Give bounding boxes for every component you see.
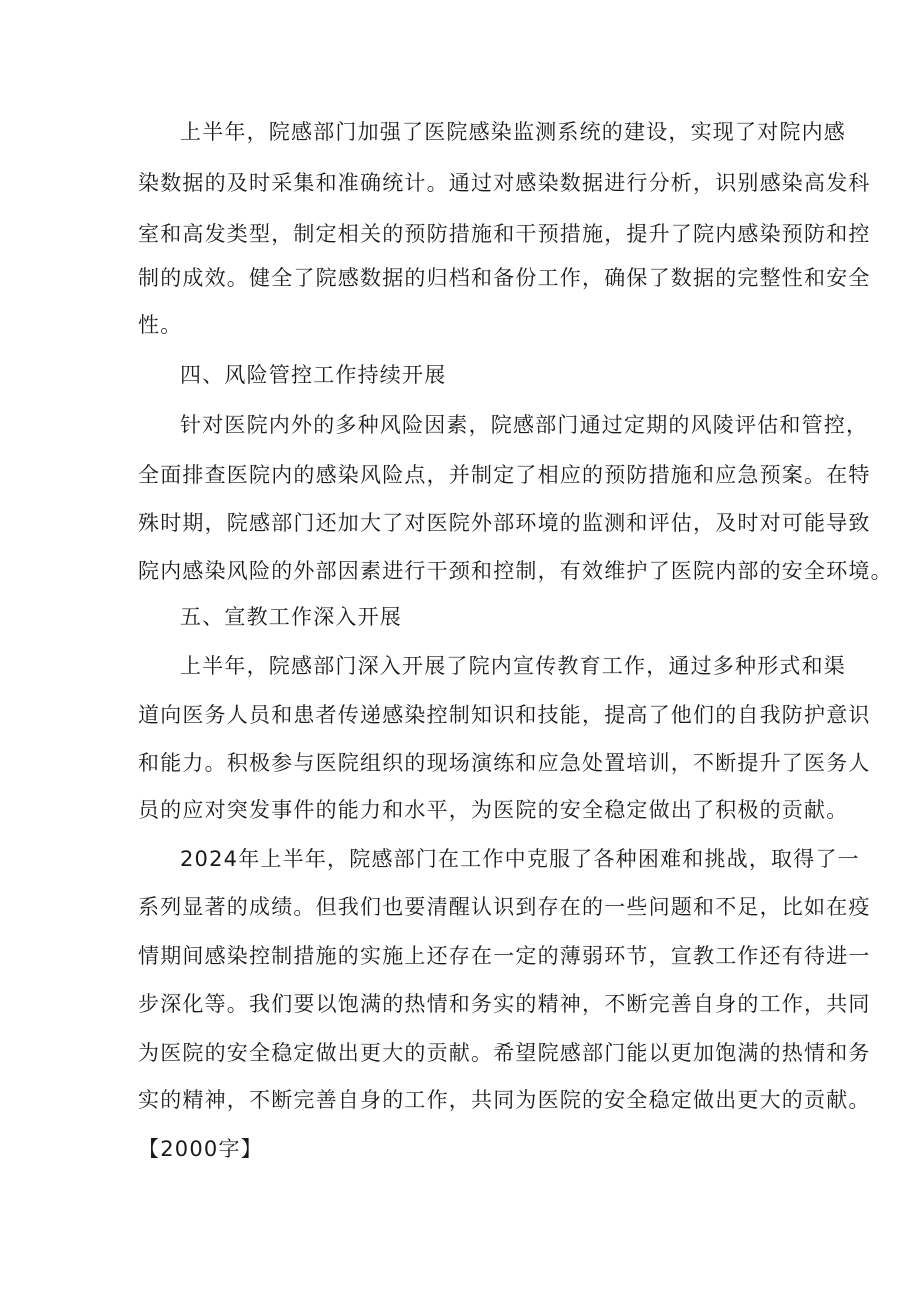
paragraph-line: 2024年上半年，院感部门在工作中克服了各种困难和挑战，取得了一: [180, 847, 860, 871]
paragraph-line: 步深化等。我们要以饱满的热情和务实的精神，不断完善自身的工作，共同: [138, 992, 871, 1016]
section-heading-5: 五、宣教工作深入开展: [180, 605, 402, 629]
paragraph-line: 全面排查医院内的感染风险点，并制定了相应的预防措施和应急预案。在特: [138, 463, 871, 487]
word-count: 【2000字】: [138, 1137, 263, 1161]
paragraph-line: 和能力。积极参与医院组织的现场演练和应急处置培训，不断提升了医务人: [138, 751, 871, 775]
paragraph-line: 道向医务人员和患者传递感染控制知识和技能，提高了他们的自我防护意识: [138, 703, 871, 727]
paragraph-line: 实的精神，不断完善自身的工作，共同为医院的安全稳定做出更大的贡献。: [138, 1088, 871, 1112]
paragraph-line: 上半年，院感部门深入开展了院内宣传教育工作，通过多种形式和渠: [180, 654, 846, 678]
paragraph-line: 上半年，院感部门加强了医院感染监测系统的建设，实现了对院内感: [180, 120, 846, 144]
paragraph-line: 制的成效。健全了院感数据的归档和备份工作，确保了数据的完整性和安全: [138, 266, 871, 290]
paragraph-line: 针对医院内外的多种风险因素，院感部门通过定期的风陵评估和管控，: [180, 413, 869, 437]
paragraph-line: 情期间感染控制措施的实施上还存在一定的薄弱环节，宣教工作还有待进一: [138, 944, 871, 968]
paragraph-line: 性。: [138, 313, 183, 337]
section-heading-4: 四、风险管控工作持续开展: [180, 363, 447, 387]
paragraph-line: 员的应对突发事件的能力和水平，为医院的安全稳定做出了积极的贡献。: [138, 798, 849, 822]
paragraph-line: 为医院的安全稳定做出更大的贡献。希望院感部门能以更加饱满的热情和务: [138, 1041, 871, 1065]
paragraph-line: 系列显著的成绩。但我们也要清醒认识到存在的一些问题和不足，比如在疫: [138, 895, 871, 919]
paragraph-line: 院内感染风险的外部因素进行干颈和控制，有效维护了医院内部的安全环境。: [138, 559, 893, 583]
paragraph-line: 殊时期，院感部门还加大了对医院外部环境的监测和评估，及时对可能导致: [138, 511, 871, 535]
paragraph-line: 室和高发类型，制定相关的预防措施和干预措施，提升了院内感染预防和控: [138, 222, 871, 246]
paragraph-line: 染数据的及时采集和准确统计。通过对感染数据进行分析，识别感染高发科: [138, 171, 871, 195]
